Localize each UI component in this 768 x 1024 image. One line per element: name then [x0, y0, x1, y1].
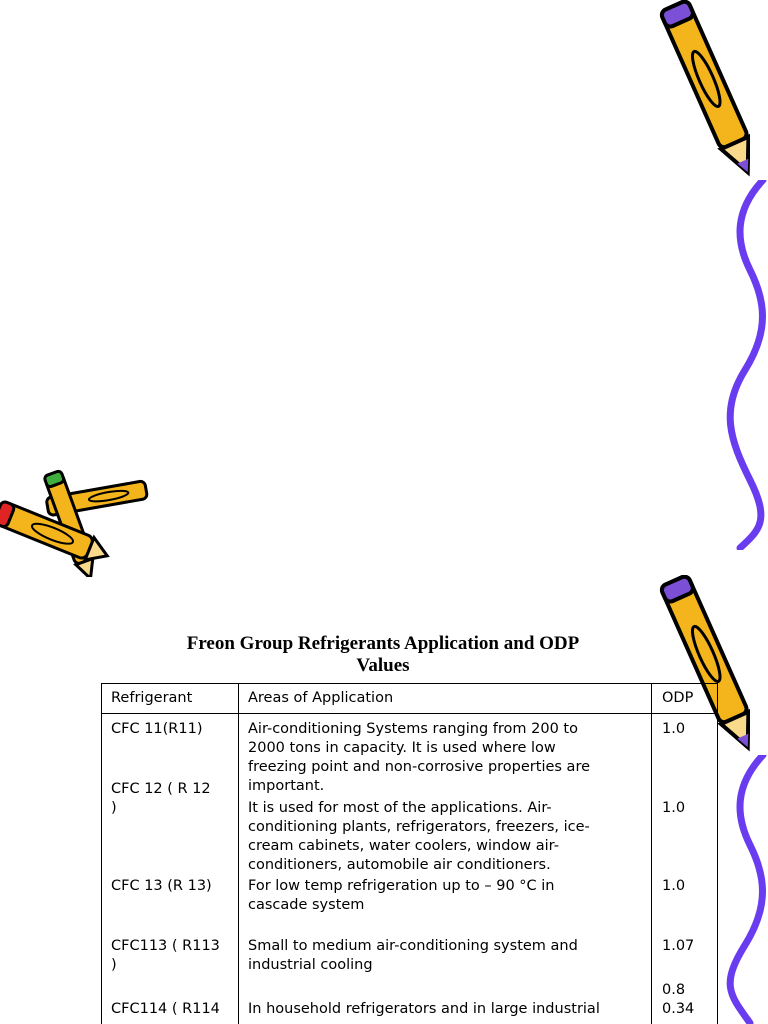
header-odp: ODP [662, 690, 694, 706]
row-odp: 1.0 [662, 721, 686, 737]
row-application-line: conditioning plants, refrigerators, freezers, ice- [248, 819, 590, 835]
row-refrigerant: CFC 11(R11) [111, 721, 203, 737]
column-divider [651, 684, 652, 1024]
title-line-1: Freon Group Refrigerants Application and ODP [186, 633, 580, 654]
row-application-line: conditioners, automobile air conditioners. [248, 857, 551, 873]
row-refrigerant: CFC 13 (R 13) [111, 878, 212, 894]
refrigerant-table [101, 683, 718, 1024]
row-refrigerant: CFC113 ( R113 [111, 938, 220, 954]
row-refrigerant-cont: ) [111, 800, 117, 816]
page-title [100, 633, 666, 677]
squiggle-top-right-icon [725, 180, 768, 550]
row-odp: 1.0 [662, 800, 686, 816]
row-odp: 1.0 [662, 878, 686, 894]
row-refrigerant-cont: ) [111, 957, 117, 973]
title-line-2: Values [356, 655, 410, 676]
row-application-line: Air-conditioning Systems ranging from 200 to [248, 721, 578, 737]
row-odp: 1.07 [662, 938, 695, 954]
header-refrigerant: Refrigerant [111, 690, 193, 706]
row-application-line: cream cabinets, water coolers, window air- [248, 838, 559, 854]
row-application-line: It is used for most of the applications. Air- [248, 800, 552, 816]
row-application-line: For low temp refrigeration up to – 90 °C in [248, 878, 555, 894]
row-application-line: 2000 tons in capacity. It is used where low [248, 740, 556, 756]
row-application-line: Small to medium air-conditioning system and [248, 938, 578, 954]
row-application-line: important. [248, 778, 325, 794]
column-divider [238, 684, 239, 1024]
pencil-top-right-icon [640, 0, 750, 185]
row-application-line: cascade system [248, 897, 365, 913]
row-refrigerant: CFC 12 ( R 12 [111, 781, 211, 797]
row-application-line: In household refrigerators and in large industrial [248, 1001, 600, 1017]
row-application-line: freezing point and non-corrosive properties are [248, 759, 591, 775]
header-areas-of-application: Areas of Application [248, 690, 394, 706]
row-application-line: industrial cooling [248, 957, 373, 973]
row-refrigerant: CFC114 ( R114 [111, 1001, 220, 1017]
row-odp: 0.34 [662, 1001, 695, 1017]
row-odp-extra: 0.8 [662, 982, 686, 998]
crossed-pencils-icon [0, 462, 160, 577]
header-divider [102, 713, 717, 714]
squiggle-bottom-right-icon [725, 755, 768, 1024]
